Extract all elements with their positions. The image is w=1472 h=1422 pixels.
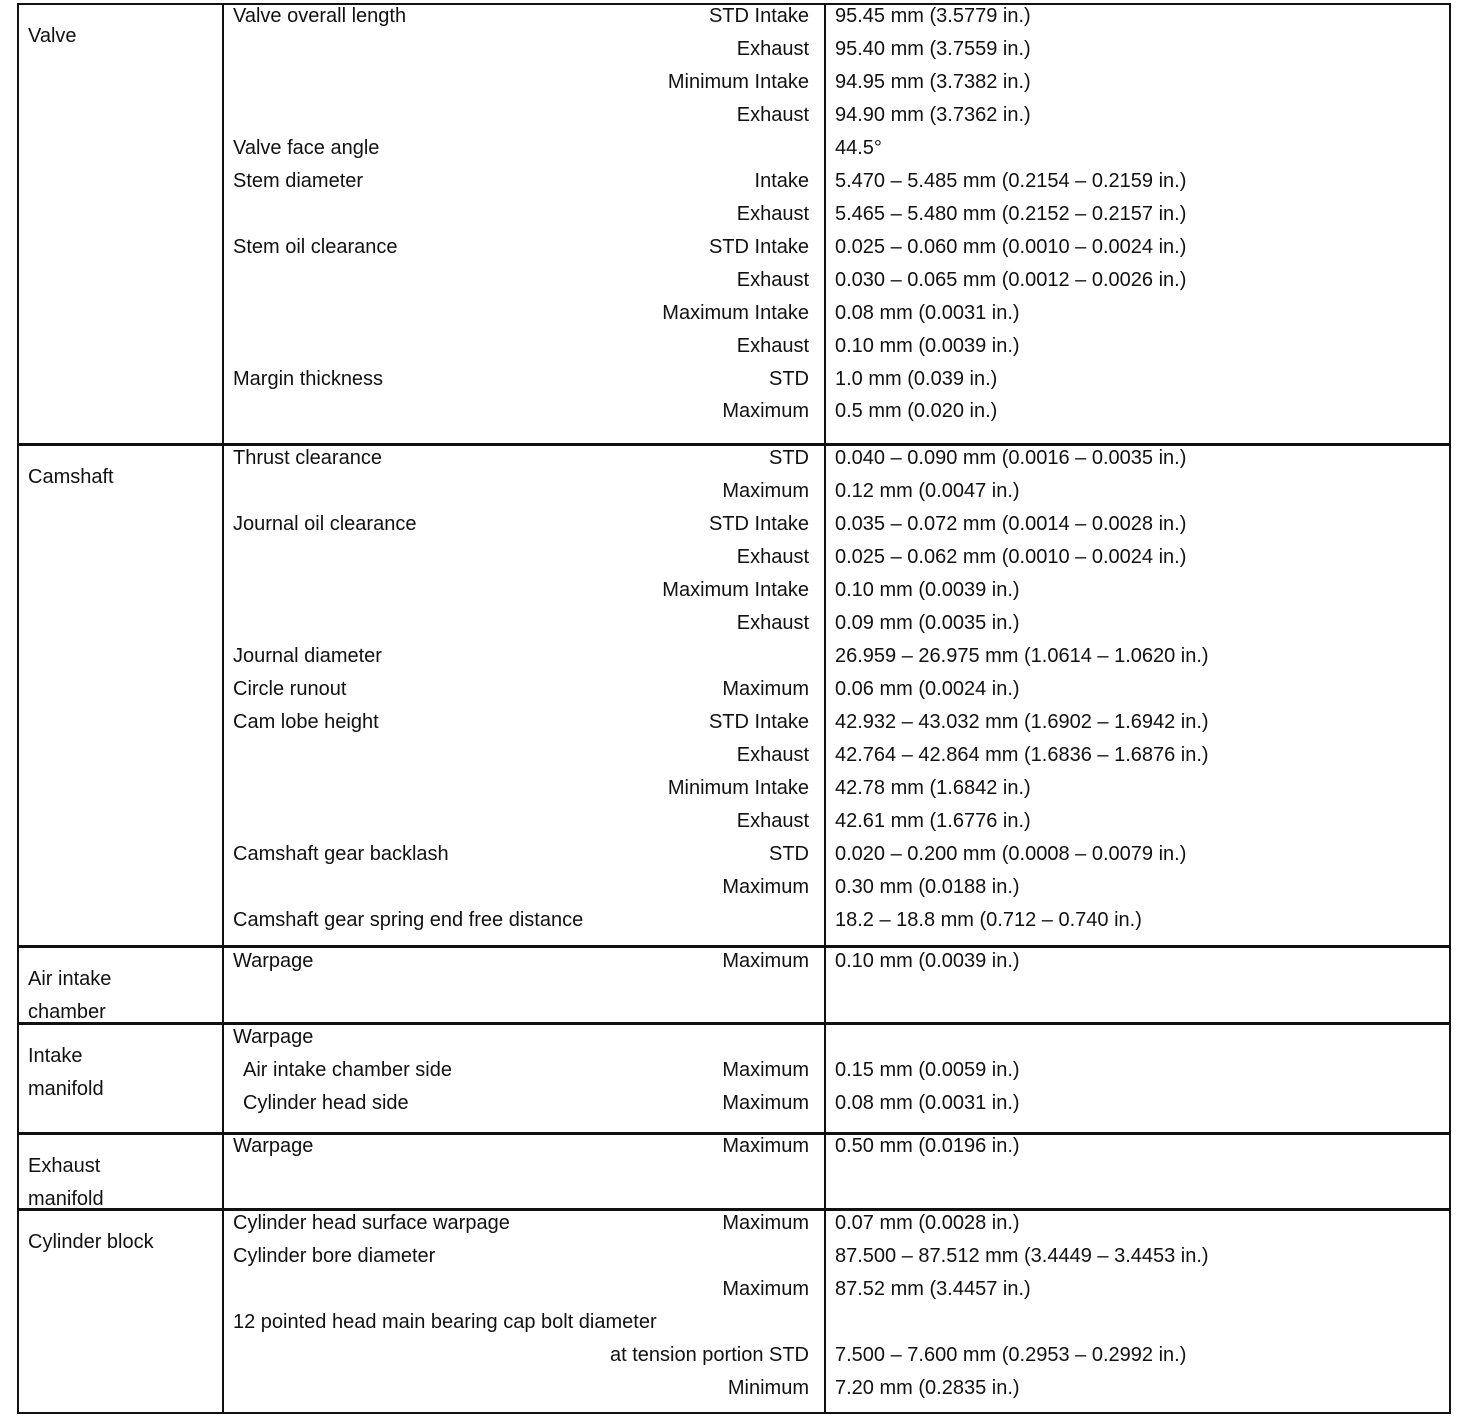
spec-row	[19, 574, 1449, 607]
spec-value: 42.764 – 42.864 mm (1.6836 – 1.6876 in.)	[835, 744, 1209, 766]
spec-row	[19, 673, 1449, 706]
spec-qualifier: at tension portion STD	[610, 1344, 809, 1366]
spec-row	[19, 0, 1449, 33]
spec-item: Cylinder head side	[243, 1092, 409, 1114]
spec-value: 0.025 – 0.060 mm (0.0010 – 0.0024 in.)	[835, 236, 1187, 258]
spec-item: Warpage	[233, 950, 314, 972]
spec-row	[19, 297, 1449, 330]
spec-row	[19, 165, 1449, 198]
spec-row	[19, 772, 1449, 805]
spec-section	[19, 945, 1449, 1022]
spec-qualifier: STD Intake	[708, 5, 809, 27]
spec-row	[19, 395, 1449, 428]
spec-value: 0.12 mm (0.0047 in.)	[835, 480, 1020, 502]
spec-row	[19, 1339, 1449, 1372]
spec-qualifier: STD	[769, 447, 809, 469]
spec-row	[19, 805, 1449, 838]
spec-row	[19, 1372, 1449, 1405]
spec-value: 0.030 – 0.065 mm (0.0012 – 0.0026 in.)	[835, 269, 1187, 291]
spec-value: 0.09 mm (0.0035 in.)	[835, 612, 1020, 634]
spec-qualifier: STD	[769, 368, 809, 390]
spec-value: 42.932 – 43.032 mm (1.6902 – 1.6942 in.)	[835, 711, 1209, 733]
spec-item: Air intake chamber side	[243, 1059, 452, 1081]
category-label: Cylinder block	[28, 1231, 154, 1253]
spec-qualifier: STD	[769, 843, 809, 865]
spec-row	[19, 1207, 1449, 1240]
spec-item: Thrust clearance	[233, 447, 382, 469]
spec-qualifier: Maximum Intake	[662, 302, 809, 324]
spec-qualifier: Maximum	[722, 678, 809, 700]
spec-row	[19, 904, 1449, 937]
spec-value: 0.025 – 0.062 mm (0.0010 – 0.0024 in.)	[835, 546, 1187, 568]
spec-row	[19, 1240, 1449, 1273]
spec-qualifier: Maximum	[722, 876, 809, 898]
spec-row	[19, 442, 1449, 475]
spec-qualifier: Exhaust	[736, 38, 809, 60]
spec-qualifier: Maximum	[722, 1212, 809, 1234]
spec-qualifier: Exhaust	[736, 104, 809, 126]
spec-value: 0.06 mm (0.0024 in.)	[835, 678, 1020, 700]
spec-row	[19, 541, 1449, 574]
spec-value: 5.465 – 5.480 mm (0.2152 – 0.2157 in.)	[835, 203, 1187, 225]
spec-value: 18.2 – 18.8 mm (0.712 – 0.740 in.)	[835, 909, 1142, 931]
spec-row	[19, 1054, 1449, 1087]
spec-value: 94.90 mm (3.7362 in.)	[835, 104, 1031, 126]
spec-row	[19, 1130, 1449, 1163]
spec-qualifier: Exhaust	[736, 335, 809, 357]
spec-table	[17, 3, 1451, 1414]
spec-value: 7.20 mm (0.2835 in.)	[835, 1377, 1020, 1399]
spec-item: Journal diameter	[233, 645, 382, 667]
spec-value: 5.470 – 5.485 mm (0.2154 – 0.2159 in.)	[835, 170, 1187, 192]
spec-row	[19, 330, 1449, 363]
spec-value: 0.15 mm (0.0059 in.)	[835, 1059, 1020, 1081]
spec-row	[19, 363, 1449, 396]
spec-row	[19, 99, 1449, 132]
spec-value: 0.08 mm (0.0031 in.)	[835, 1092, 1020, 1114]
spec-qualifier: Maximum	[722, 400, 809, 422]
spec-value: 1.0 mm (0.039 in.)	[835, 368, 998, 390]
spec-row	[19, 198, 1449, 231]
spec-qualifier: Minimum Intake	[667, 71, 809, 93]
spec-value: 87.500 – 87.512 mm (3.4449 – 3.4453 in.)	[835, 1245, 1209, 1267]
spec-value: 0.50 mm (0.0196 in.)	[835, 1135, 1020, 1157]
category-label: Camshaft	[28, 466, 114, 488]
spec-qualifier: Maximum Intake	[662, 579, 809, 601]
spec-qualifier: Minimum Intake	[667, 777, 809, 799]
spec-section	[19, 1132, 1449, 1208]
spec-item: Cylinder head surface warpage	[233, 1212, 510, 1234]
spec-row	[19, 508, 1449, 541]
spec-section	[19, 5, 1449, 443]
spec-qualifier: Exhaust	[736, 546, 809, 568]
category-label: Intake manifold	[28, 1045, 104, 1100]
spec-value: 42.61 mm (1.6776 in.)	[835, 810, 1031, 832]
spec-item: Margin thickness	[233, 368, 384, 390]
spec-item: 12 pointed head main bearing cap bolt diameter	[233, 1311, 657, 1333]
spec-item: Valve overall length	[233, 5, 407, 27]
spec-row	[19, 739, 1449, 772]
spec-value: 0.040 – 0.090 mm (0.0016 – 0.0035 in.)	[835, 447, 1187, 469]
spec-row	[19, 231, 1449, 264]
spec-item: Stem diameter	[233, 170, 364, 192]
spec-value: 42.78 mm (1.6842 in.)	[835, 777, 1031, 799]
spec-item: Warpage	[233, 1026, 314, 1048]
spec-qualifier: Maximum	[722, 1092, 809, 1114]
spec-value: 0.30 mm (0.0188 in.)	[835, 876, 1020, 898]
spec-item: Camshaft gear backlash	[233, 843, 449, 865]
spec-item: Stem oil clearance	[233, 236, 398, 258]
spec-item: Journal oil clearance	[233, 513, 417, 535]
spec-value: 26.959 – 26.975 mm (1.0614 – 1.0620 in.)	[835, 645, 1209, 667]
spec-row	[19, 66, 1449, 99]
spec-value: 0.020 – 0.200 mm (0.0008 – 0.0079 in.)	[835, 843, 1187, 865]
spec-row	[19, 706, 1449, 739]
spec-qualifier: Maximum	[722, 1135, 809, 1157]
spec-row	[19, 33, 1449, 66]
spec-value: 0.07 mm (0.0028 in.)	[835, 1212, 1020, 1234]
spec-item: Warpage	[233, 1135, 314, 1157]
spec-value: 87.52 mm (3.4457 in.)	[835, 1278, 1031, 1300]
spec-value: 0.10 mm (0.0039 in.)	[835, 335, 1020, 357]
category-label: Exhaust manifold	[28, 1155, 104, 1210]
spec-row	[19, 871, 1449, 904]
spec-value: 0.10 mm (0.0039 in.)	[835, 950, 1020, 972]
spec-qualifier: Maximum	[722, 1059, 809, 1081]
spec-qualifier: Maximum	[722, 1278, 809, 1300]
spec-item: Circle runout	[233, 678, 347, 700]
spec-qualifier: Exhaust	[736, 203, 809, 225]
spec-value: 94.95 mm (3.7382 in.)	[835, 71, 1031, 93]
spec-qualifier: Intake	[754, 170, 809, 192]
spec-row	[19, 1273, 1449, 1306]
spec-qualifier: Exhaust	[736, 612, 809, 634]
spec-value: 7.500 – 7.600 mm (0.2953 – 0.2992 in.)	[835, 1344, 1187, 1366]
spec-value: 44.5°	[835, 137, 882, 159]
spec-value: 95.45 mm (3.5779 in.)	[835, 5, 1031, 27]
spec-section	[19, 1022, 1449, 1132]
spec-row	[19, 945, 1449, 978]
spec-row	[19, 1087, 1449, 1120]
spec-qualifier: Maximum	[722, 950, 809, 972]
spec-item: Cam lobe height	[233, 711, 379, 733]
spec-item: Cylinder bore diameter	[233, 1245, 436, 1267]
spec-row	[19, 838, 1449, 871]
spec-value: 0.10 mm (0.0039 in.)	[835, 579, 1020, 601]
spec-row	[19, 264, 1449, 297]
spec-row	[19, 1021, 1449, 1054]
spec-qualifier: Minimum	[727, 1377, 809, 1399]
category-label: Valve	[28, 25, 77, 47]
spec-qualifier: Exhaust	[736, 744, 809, 766]
spec-row	[19, 132, 1449, 165]
spec-row	[19, 1306, 1449, 1339]
spec-row	[19, 640, 1449, 673]
spec-item: Valve face angle	[233, 137, 380, 159]
spec-row	[19, 607, 1449, 640]
spec-qualifier: STD Intake	[708, 236, 809, 258]
spec-section	[19, 1208, 1449, 1412]
spec-qualifier: Maximum	[722, 480, 809, 502]
spec-value: 0.5 mm (0.020 in.)	[835, 400, 998, 422]
spec-value: 0.08 mm (0.0031 in.)	[835, 302, 1020, 324]
spec-qualifier: Exhaust	[736, 810, 809, 832]
spec-qualifier: STD Intake	[708, 513, 809, 535]
spec-qualifier: STD Intake	[708, 711, 809, 733]
spec-row	[19, 475, 1449, 508]
spec-section	[19, 443, 1449, 945]
spec-value: 0.035 – 0.072 mm (0.0014 – 0.0028 in.)	[835, 513, 1187, 535]
spec-qualifier: Exhaust	[736, 269, 809, 291]
spec-value: 95.40 mm (3.7559 in.)	[835, 38, 1031, 60]
category-label: Air intake chamber	[28, 968, 112, 1023]
spec-item: Camshaft gear spring end free distance	[233, 909, 584, 931]
